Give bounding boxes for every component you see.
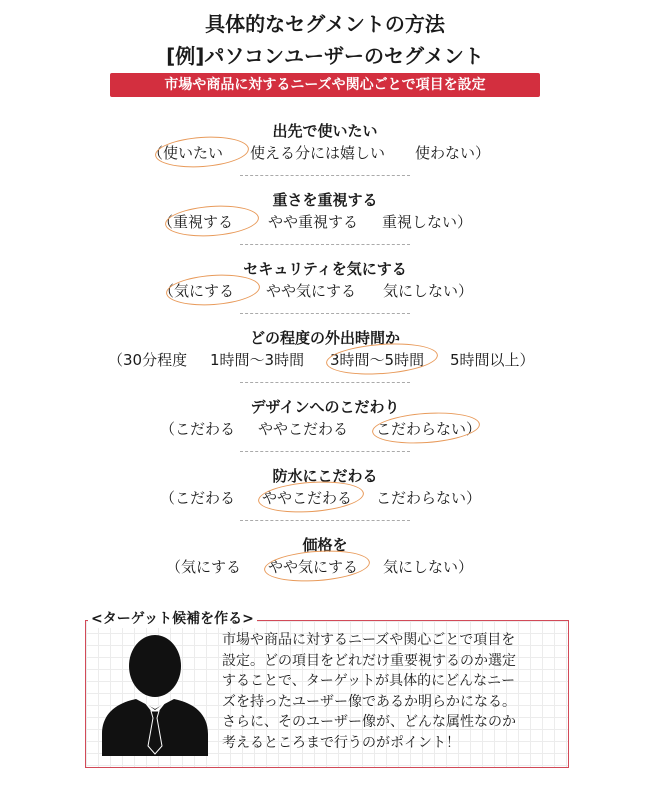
option: （こだわる	[160, 420, 236, 438]
businessman-icon	[100, 630, 210, 758]
section-banner: 市場や商品に対するニーズや関心ごとで項目を設定	[110, 73, 540, 97]
divider	[240, 175, 410, 176]
option: （30分程度	[108, 351, 188, 369]
option: 3時間～5時間	[330, 351, 425, 369]
option: （気にする	[166, 558, 242, 576]
option: 使わない）	[415, 144, 491, 162]
option: 気にしない）	[383, 558, 474, 576]
option: やや重視する	[268, 213, 359, 231]
option: 使える分には嬉しい	[250, 144, 386, 162]
question-options	[0, 418, 650, 442]
option: （気にする	[159, 282, 235, 300]
question-title: どの程度の外出時間か	[249, 329, 400, 347]
description-line: 考えるところまで行うのがポイント！	[222, 734, 460, 751]
description-line: ズを持ったユーザー像であるか明らかになる。	[222, 693, 516, 710]
divider	[240, 244, 410, 245]
option: （使いたい	[148, 144, 224, 162]
description-line: さらに、そのユーザー像が、どんな属性なのか	[222, 714, 516, 730]
option: 5時間以上）	[450, 351, 535, 369]
page-title: 具体的なセグメントの方法	[205, 12, 445, 36]
divider	[240, 451, 410, 452]
target-box-description	[222, 630, 558, 753]
divider	[240, 520, 410, 521]
question-title: 重さを重視する	[272, 191, 378, 209]
description-line: 設定。どの項目をどれだけ重要視するのか選定	[222, 652, 516, 669]
page-subtitle: [例]パソコンユーザーのセグメント	[166, 44, 484, 68]
option: ややこだわる	[258, 420, 349, 438]
target-box-title: <ターゲット候補を作る>	[88, 608, 257, 628]
question-title: 出先で使いたい	[272, 122, 378, 140]
option: 1時間～3時間	[210, 351, 305, 369]
question-options	[0, 211, 650, 235]
option: こだわらない）	[376, 420, 482, 438]
question-options	[0, 280, 650, 304]
question-title: 価格を	[302, 536, 348, 554]
question-title: 防水にこだわる	[272, 467, 378, 485]
option: （こだわる	[160, 489, 236, 507]
description-line: 市場や商品に対するニーズや関心ごとで項目を	[222, 632, 516, 648]
option: （重視する	[158, 213, 234, 231]
option: 気にしない）	[383, 282, 474, 300]
option: こだわらない）	[376, 489, 482, 507]
divider	[240, 382, 410, 383]
option: ややこだわる	[262, 489, 353, 507]
divider	[240, 313, 410, 314]
question-options	[0, 142, 650, 166]
description-line: することで、ターゲットが具体的にどんなニー	[222, 673, 516, 689]
option: 重視しない）	[382, 213, 473, 231]
option: やや気にする	[266, 282, 357, 300]
option: やや気にする	[268, 558, 359, 576]
question-options	[0, 349, 650, 373]
question-title: デザインへのこだわり	[250, 398, 400, 416]
question-title: セキュリティを気にする	[243, 260, 407, 278]
